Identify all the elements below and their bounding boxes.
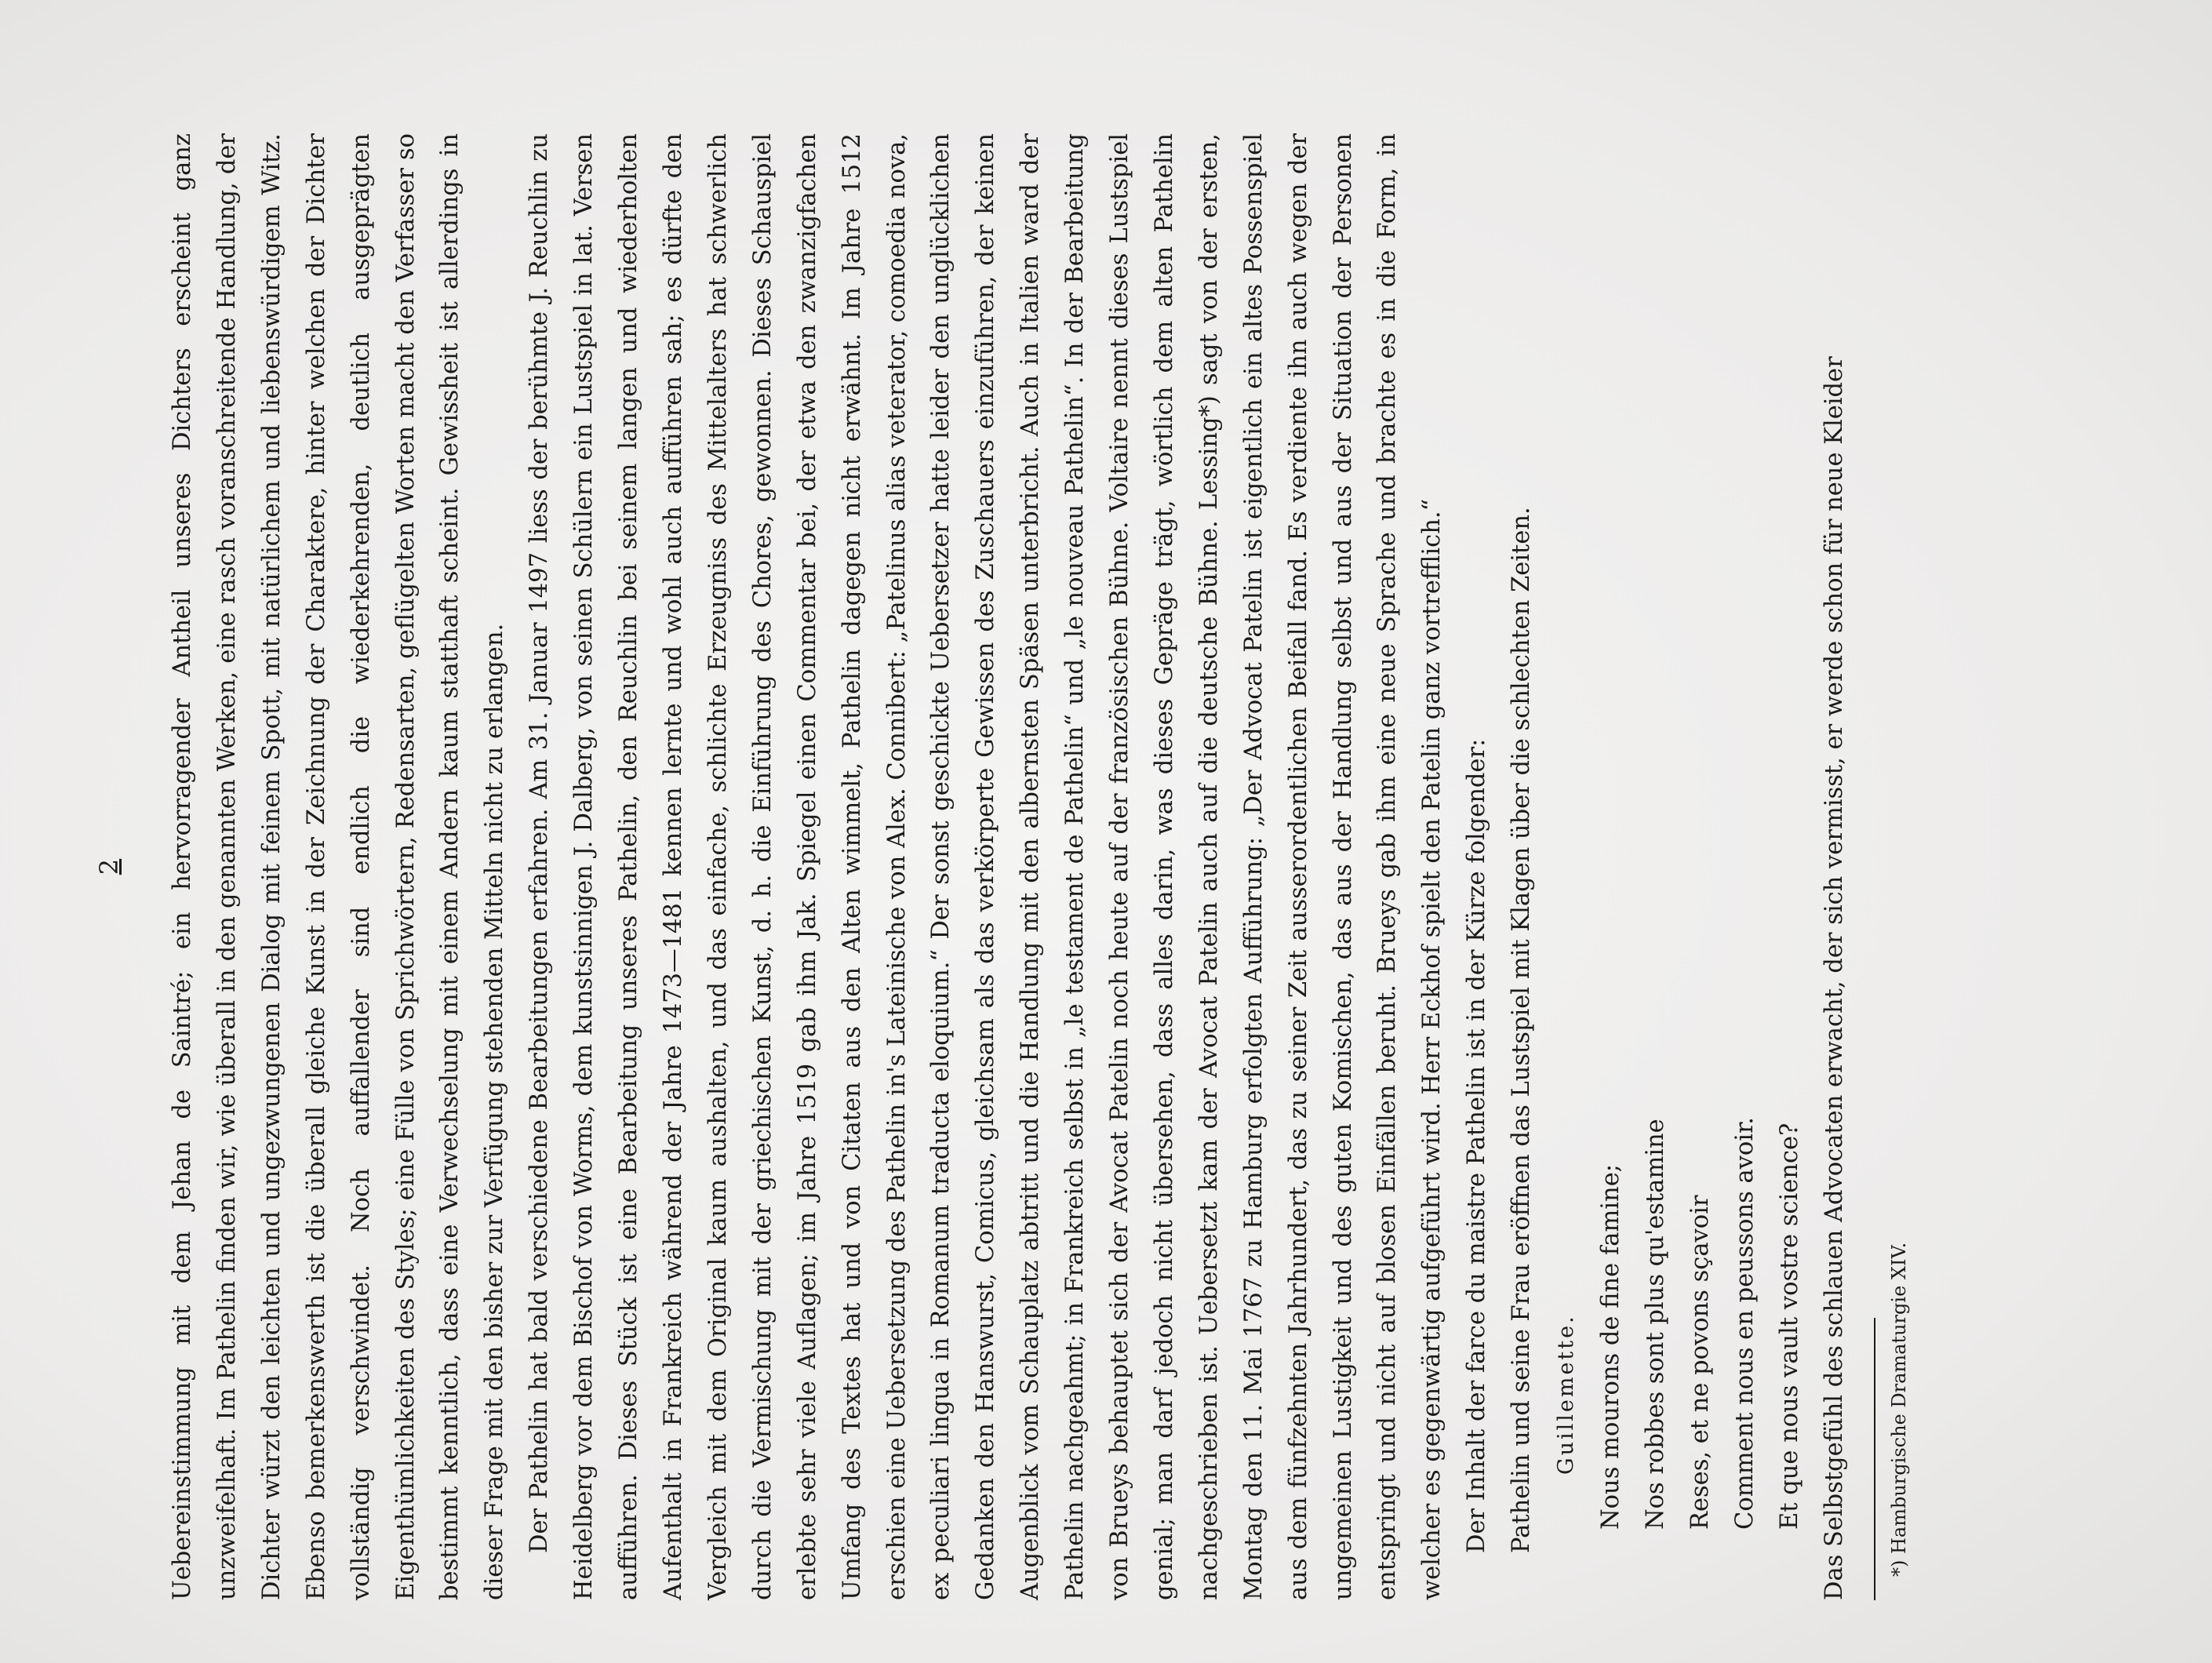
page-number: 2: [94, 858, 124, 875]
rotated-text-block: [94, 133, 1911, 1600]
verse-line-4: Comment nous en peussons avoir.: [1730, 1117, 1759, 1530]
verse-speaker: Guillemette.: [1554, 1314, 1579, 1475]
closing-paragraph: Das Selbstgefühl des schlauen Advocaten erwacht, der sich vermisst, er werde schon für neue Kleider: [1820, 356, 1848, 1600]
verse-line-1: Nous mourons de fine famine;: [1597, 1163, 1624, 1530]
page-body: [161, 133, 1915, 1600]
verse-quote: [1544, 133, 1812, 1600]
paragraph-3: Der Inhalt der farce du maistre Pathelin ist in der Kürze folgender:: [1463, 738, 1491, 1553]
footnote-rule: [1874, 1318, 1875, 1600]
verse-line-2: Nos robbes sont plus qu'estamine: [1641, 1119, 1669, 1530]
paragraph-2: Der Pathelin hat bald verschiedene Bearbeitungen erfahren. Am 31. Januar 1497 liess der berühmte J. Reuchlin zu Heidelberg vor dem Bischof von Worms, dem kunstsinnigen J. Dalberg, von seinen Schülern ein Lustspiel in lat. Versen aufführen. Dieses Stück ist eine Bearbeitung unseres Pathelin, den Reuchlin bei seinem langen und wiederholten Aufenthalt in Frankreich während der Jahre 1473—1481 kennen lernte und wohl auch aufführen sah; es dürfte den Vergleich mit dem Original kaum aushalten, und das einfache, schlichte Erzeugniss des Mittelalters hat schwerlich durch die Vermischung mit der griechischen Kunst, d. h. die Einführung des Chores, gewonnen. Dieses Schauspiel erlebte sehr viele Auflagen; im Jahre 1519 gab ihm Jak. Spiegel einen Commentar bei, der etwa den zwanzigfachen Umfang des Textes hat und von Citaten aus den Alten wimmelt, Pathelin dagegen nicht erwähnt. Im Jahre 1512 erschien eine Uebersetzung des Pathelin in's Lateinische von Alex. Connibert: „Patelinus alias veterator, comoedia nova, ex peculiari lingua in Romanum traducta eloquium.“ Der sonst geschickte Uebersetzer hatte leider den unglücklichen Gedanken den Hanswurst, Comicus, gleichsam als das verkörperte Gewissen des Zuschauers einzuführen, der keinen Augenblick vom Schauplatz abtritt und die Handlung mit den albernsten Späsen unterbricht. Auch in Italien ward der Pathelin nachgeahmt; in Frankreich selbst in „le testament de Pathelin“ und „le nouveau Pathelin“. In der Bearbeitung von Brueys behauptet sich der Avocat Patelin noch heute auf der französischen Bühne. Voltaire nennt dieses Lustspiel genial; man darf jedoch nicht übersehen, dass alles darin, was dieses Gepräge trägt, wörtlich dem alten Pathelin nachgeschrieben ist. Uebersetzt kam der Avocat Patelin auch auf die deutsche Bühne. Lessing*) sagt von der ersten, Montag den 11. Mai 1767 zu Hamburg erfolgten Aufführung: „Der Advocat Patelin ist eigentlich ein altes Possenspiel aus dem fünfzehnten Jahrhundert, das zu seiner Zeit ausserordentlichen Beifall fand. Es verdiente ihn auch wegen der ungemeinen Lustigkeit und des guten Komischen, das aus der Handlung selbst und aus der Situation der Personen entspringt und nicht auf blosen Einfällen beruht. Brueys gab ihm eine neue Sprache und brachte es in die Form, in welcher es gegenwärtig aufgeführt wird. Herr Eckhof spielt den Patelin ganz vortrefflich.“: [526, 133, 1446, 1600]
paragraph-1: Uebereinstimmung mit dem Jehan de Saintré; ein hervorragender Antheil unseres Dichters erscheint ganz unzweifelhaft. Im Pathelin finden wir, wie überall in den genannten Werken, eine rasch voranschreitende Handlung, der Dichter würzt den leichten und ungezwungenen Dialog mit feinem Spott, mit natürlichem und liebenswürdigem Witz. Ebenso bemerkenswerth ist die überall gleiche Kunst in der Zeichnung der Charaktere, hinter welchen der Dichter vollständig verschwindet. Noch auffallender sind endlich die wiederkehrenden, deutlich ausgeprägten Eigenthümlichkeiten des Styles; eine Fülle von Sprichwörtern, Redensarten, geflügelten Worten macht den Verfasser so bestimmt kenntlich, dass eine Verwechselung mit einem Andern kaum statthaft scheint. Gewissheit ist allerdings in dieser Frage mit den bisher zur Verfügung stehenden Mitteln nicht zu erlangen.: [169, 133, 509, 1600]
paragraph-4: Pathelin und seine Frau eröffnen das Lustspiel mit Klagen über die schlechten Zeiten.: [1508, 507, 1536, 1553]
verse-line-3: Reses, et ne povons sçavoir: [1686, 1195, 1714, 1530]
footnote: *) Hamburgische Dramaturgie XIV.: [1888, 1242, 1911, 1577]
verse-line-5: Et que nous vault vostre science?: [1775, 1123, 1803, 1530]
